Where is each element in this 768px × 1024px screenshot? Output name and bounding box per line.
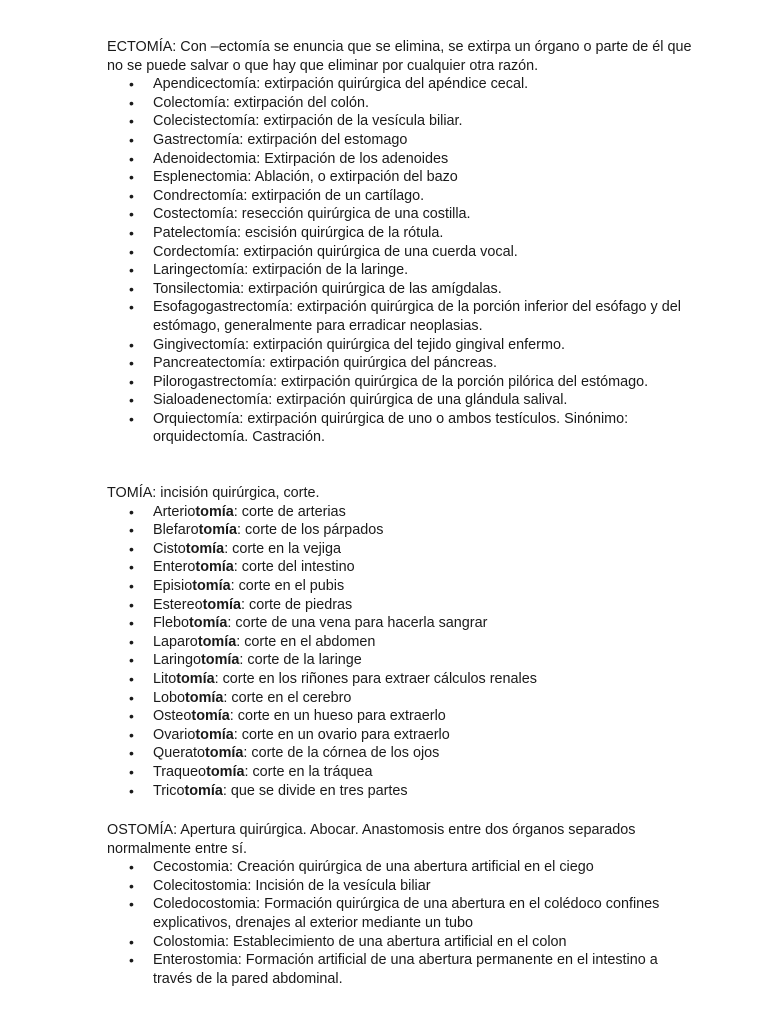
bullet-icon: • [129,933,134,950]
term-definition: : corte en la vejiga [224,540,341,557]
list-item [107,94,692,113]
list-item-text: Esofagogastrectomía: extirpación quirúrgica de la porción inferior del esófago y del estómago, generalmente para erradicar neoplasias. [153,299,681,334]
list-item-text: Enterostomia: Formación artificial de una abertura permanente en el intestino a través de la pared abdominal. [153,952,658,987]
list-item [107,131,692,150]
section-intro: OSTOMÍA: Apertura quirúrgica. Abocar. Anastomosis entre dos órganos separados normalmente entre sí. [107,822,636,857]
list-item-text: Condrectomía: extirpación de un cartílago. [153,187,425,204]
list-item [107,651,692,670]
bullet-icon: • [129,299,134,316]
bullet-icon: • [129,224,134,241]
term-suffix: tomía [206,763,245,780]
bullet-icon: • [129,782,134,799]
term-definition: : corte en los riñones para extraer cálculos renales [214,670,537,687]
term-suffix: tomía [192,577,231,594]
list-item-text: Tonsilectomia: extirpación quirúrgica de las amígdalas. [153,280,502,297]
list-item-text: Costectomía: resección quirúrgica de una costilla. [153,206,471,223]
term-definition: : corte de la laringe [239,652,362,669]
term-definition: : corte de piedras [241,596,353,613]
list-item-text: Esplenectomia: Ablación, o extirpación del bazo [153,169,458,186]
bullet-icon: • [129,336,134,353]
list-item [107,280,692,299]
list-item [107,933,692,952]
bullet-list [107,858,692,988]
list-item-text: Colostomia: Establecimiento de una abertura artificial en el colon [153,933,567,950]
list-item [107,168,692,187]
bullet-icon: • [129,689,134,706]
bullet-icon: • [129,615,134,632]
bullet-icon: • [129,726,134,743]
bullet-icon: • [129,522,134,539]
term-prefix: Estereo [153,596,203,613]
bullet-icon: • [129,577,134,594]
list-item-text: Colecitostomia: Incisión de la vesícula biliar [153,877,431,894]
bullet-icon: • [129,206,134,223]
list-item-text: Patelectomía: escisión quirúrgica de la rótula. [153,224,444,241]
term-definition: : que se divide en tres partes [222,782,408,799]
term-prefix: Arterio [153,503,196,520]
bullet-icon: • [129,763,134,780]
term-prefix: Lobo [153,689,186,706]
list-item [107,558,692,577]
bullet-icon: • [129,355,134,372]
list-item-text: Laringectomía: extirpación de la laringe. [153,262,409,279]
section-intro: TOMÍA: incisión quirúrgica, corte. [107,485,320,501]
term-suffix: tomía [176,670,215,687]
bullet-icon: • [129,169,134,186]
list-item-text: Coledocostomia: Formación quirúrgica de una abertura en el colédoco confines explicativos, drenajes al exterior mediante un tubo [153,896,660,931]
term-prefix: Cisto [153,540,186,557]
bullet-icon: • [129,280,134,297]
term-suffix: tomía [184,782,223,799]
list-item [107,858,692,877]
list-item [107,633,692,652]
term-definition: : corte en la tráquea [244,763,373,780]
list-item [107,391,692,410]
list-item [107,503,692,522]
term-definition: : corte en un hueso para extraerlo [229,708,446,725]
list-item [107,670,692,689]
section-ectomia [107,38,692,447]
term-definition: : corte de los párpados [237,522,384,539]
list-item [107,614,692,633]
list-item [107,951,692,988]
bullet-icon: • [129,373,134,390]
list-item [107,577,692,596]
bullet-icon: • [129,896,134,913]
list-item [107,895,692,932]
bullet-icon: • [129,262,134,279]
bullet-icon: • [129,670,134,687]
bullet-icon: • [129,150,134,167]
list-item [107,150,692,169]
term-suffix: tomía [197,633,237,650]
bullet-icon: • [129,131,134,148]
list-item [107,112,692,131]
list-item [107,707,692,726]
term-suffix: tomía [191,708,230,725]
list-item [107,205,692,224]
bullet-icon: • [129,410,134,427]
term-suffix: tomía [185,540,225,557]
bullet-icon: • [129,559,134,576]
term-prefix: Trico [153,782,185,799]
list-item-text: Orquiectomía: extirpación quirúrgica de uno o ambos testículos. Sinónimo: orquidectomía. Castración. [153,410,629,446]
bullet-icon: • [129,187,134,204]
term-suffix: tomía [195,559,234,576]
bullet-icon: • [129,540,134,557]
section-tomia [107,484,692,800]
term-prefix: Osteo [153,708,192,725]
term-suffix: tomía [201,652,240,669]
term-prefix: Laparo [153,633,198,650]
list-item [107,689,692,708]
list-item-text: Cecostomia: Creación quirúrgica de una abertura artificial en el ciego [153,859,594,876]
term-suffix: tomía [205,745,244,762]
bullet-icon: • [129,596,134,613]
bullet-icon: • [129,503,134,520]
term-suffix: tomía [195,503,234,520]
term-definition: : corte de la córnea de los ojos [243,745,440,762]
term-suffix: tomía [195,726,234,743]
term-suffix: tomía [185,689,224,706]
list-item-text: Adenoidectomia: Extirpación de los adenoides [153,150,449,167]
list-item [107,373,692,392]
term-prefix: Laringo [153,652,202,669]
list-item [107,243,692,262]
term-definition: : corte en el cerebro [223,689,352,706]
section-intro: ECTOMÍA: Con –ectomía se enuncia que se elimina, se extirpa un órgano o parte de él que no se puede salvar o que hay que eliminar por cualquier otra razón. [107,39,692,74]
list-item [107,540,692,559]
list-item [107,354,692,373]
term-definition: : corte del intestino [233,559,355,576]
term-suffix: tomía [202,596,241,613]
list-item-text: Pilorogastrectomía: extirpación quirúrgica de la porción pilórica del estómago. [153,373,649,390]
list-item-text: Sialoadenectomía: extirpación quirúrgica de una glándula salival. [153,392,568,409]
list-item [107,75,692,94]
list-item [107,521,692,540]
bullet-icon: • [129,94,134,111]
bullet-icon: • [129,392,134,409]
term-suffix: tomía [189,615,228,632]
term-prefix: Blefaro [153,522,199,539]
term-definition: : corte en el pubis [230,577,345,594]
term-prefix: Traqueo [153,763,207,780]
bullet-icon: • [129,877,134,894]
list-item-text: Gastrectomía: extirpación del estomago [153,131,408,148]
term-prefix: Querato [153,745,205,762]
bullet-icon: • [129,652,134,669]
term-definition: : corte de una vena para hacerla sangrar [227,615,488,632]
bullet-icon: • [129,243,134,260]
term-definition: : corte en un ovario para extraerlo [233,726,450,743]
section-ostomia [107,821,692,988]
bullet-icon: • [129,708,134,725]
bullet-list [107,75,692,447]
list-item [107,187,692,206]
bullet-icon: • [129,859,134,876]
list-item [107,744,692,763]
list-item-text: Pancreatectomía: extirpación quirúrgica del páncreas. [153,355,497,372]
bullet-icon: • [129,952,134,969]
list-item [107,596,692,615]
list-item-text: Apendicectomía: extirpación quirúrgica del apéndice cecal. [153,76,529,93]
term-suffix: tomía [198,522,237,539]
list-item-text: Cordectomía: extirpación quirúrgica de una cuerda vocal. [153,243,518,260]
term-prefix: Lito [153,670,177,687]
list-item [107,782,692,801]
bullet-icon: • [129,745,134,762]
list-item [107,336,692,355]
list-item [107,261,692,280]
list-item [107,726,692,745]
term-prefix: Flebo [153,615,189,632]
list-item [107,224,692,243]
bullet-icon: • [129,113,134,130]
bullet-list [107,503,692,801]
bullet-icon: • [129,633,134,650]
list-item [107,877,692,896]
bullet-icon: • [129,76,134,93]
list-item [107,298,692,335]
list-item-text: Colectomía: extirpación del colón. [153,94,369,111]
term-prefix: Ovario [153,726,196,743]
term-prefix: Entero [153,559,196,576]
term-prefix: Episio [153,577,193,594]
list-item [107,410,692,447]
term-definition: : corte de arterias [233,503,346,520]
term-definition: : corte en el abdomen [236,633,376,650]
list-item-text: Colecistectomía: extirpación de la vesícula biliar. [153,113,463,130]
list-item [107,763,692,782]
list-item-text: Gingivectomía: extirpación quirúrgica del tejido gingival enfermo. [153,336,565,353]
